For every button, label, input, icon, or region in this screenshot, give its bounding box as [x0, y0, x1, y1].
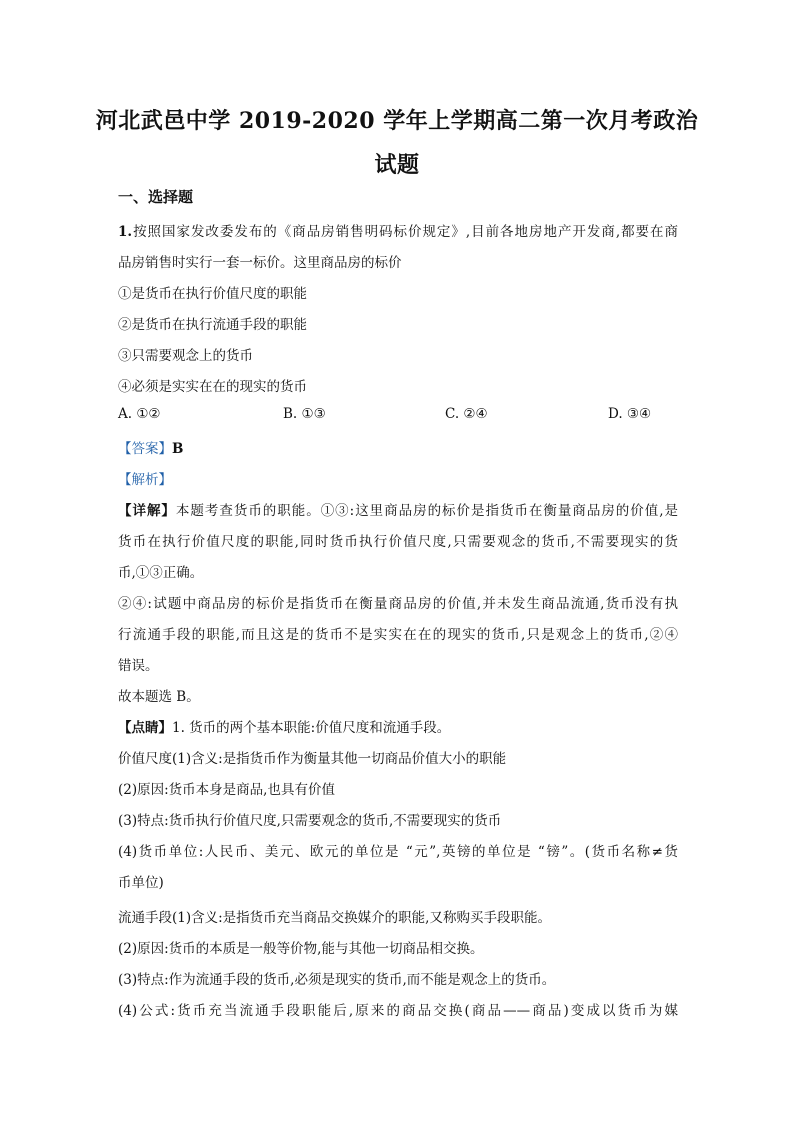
tips-line-10: (4)公式:货币充当流通手段职能后,原来的商品交换(商品——商品)变成以货币为媒	[118, 1003, 678, 1019]
tips-line-3: (2)原因:货币本身是商品,也具有价值	[118, 782, 335, 798]
analysis-label: 【解析】	[118, 472, 172, 488]
document-title-line-1: 河北武邑中学 2019-2020 学年上学期高二第一次月考政治	[95, 108, 699, 134]
detail-label: 【详解】	[118, 503, 176, 519]
tips-line-4: (3)特点:货币执行价值尺度,只需要观念的货币,不需要现实的货币	[118, 813, 502, 829]
tips-line-6: 币单位)	[118, 875, 164, 891]
choice-b: B. ①③	[283, 406, 326, 422]
tips-line-7: 流通手段(1)含义:是指货币充当商品交换媒介的职能,又称购买手段职能。	[118, 910, 551, 926]
question-stem-text-1: 按照国家发改委发布的《商品房销售明码标价规定》,目前各地房地产开发商,都要在商	[132, 224, 678, 240]
tips-line-9: (3)特点:作为流通手段的货币,必须是现实的货币,而不能是观念上的货币。	[118, 972, 556, 988]
question-option-4: ④必须是实实在在的现实的货币	[118, 379, 307, 395]
question-stem-line-2: 品房销售时实行一套一标价。这里商品房的标价	[118, 255, 402, 271]
choice-a: A. ①②	[118, 406, 161, 422]
detail-line-4: ②④:试题中商品房的标价是指货币在衡量商品房的价值,并未发生商品流通,货币没有执	[118, 596, 678, 612]
answer-label: 【答案】	[118, 441, 172, 457]
tips-line-8: (2)原因:货币的本质是一般等价物,能与其他一切商品相交换。	[118, 941, 484, 957]
choice-c: C. ②④	[445, 406, 488, 422]
document-title-line-2: 试题	[374, 152, 420, 178]
question-stem-line-1	[118, 220, 678, 240]
question-number: 1.	[118, 224, 133, 240]
detail-text-1: 本题考查货币的职能。①③:这里商品房的标价是指货币在衡量商品房的价值,是	[175, 503, 678, 519]
detail-line-2: 货币在执行价值尺度的职能,同时货币执行价值尺度,只需要观念的货币,不需要现实的货	[118, 534, 678, 550]
question-option-3: ③只需要观念上的货币	[118, 348, 253, 364]
tips-line-2: 价值尺度(1)含义:是指货币作为衡量其他一切商品价值大小的职能	[118, 751, 507, 767]
tips-label: 【点睛】	[118, 720, 172, 736]
detail-line-5: 行流通手段的职能,而且这是的货币不是实实在在的现实的货币,只是观念上的货币,②④	[118, 627, 678, 643]
detail-line-3: 币,①③正确。	[118, 565, 204, 581]
detail-line-6: 错误。	[118, 658, 159, 674]
question-option-1: ①是货币在执行价值尺度的职能	[118, 286, 307, 302]
tips-line-1	[118, 716, 678, 736]
answer-line	[118, 437, 678, 457]
detail-line-7: 故本题选 B。	[118, 689, 200, 705]
section-heading: 一、选择题	[118, 188, 194, 206]
question-option-2: ②是货币在执行流通手段的职能	[118, 317, 307, 333]
answer-value: B	[172, 441, 184, 457]
tips-line-5: (4)货币单位:人民币、美元、欧元的单位是 “元”,英镑的单位是 “镑”。(货币名称≠货	[118, 844, 678, 860]
choice-d: D. ③④	[608, 406, 652, 422]
detail-line-1	[118, 499, 678, 519]
tips-text-1: 1. 货币的两个基本职能:价值尺度和流通手段。	[172, 720, 451, 736]
